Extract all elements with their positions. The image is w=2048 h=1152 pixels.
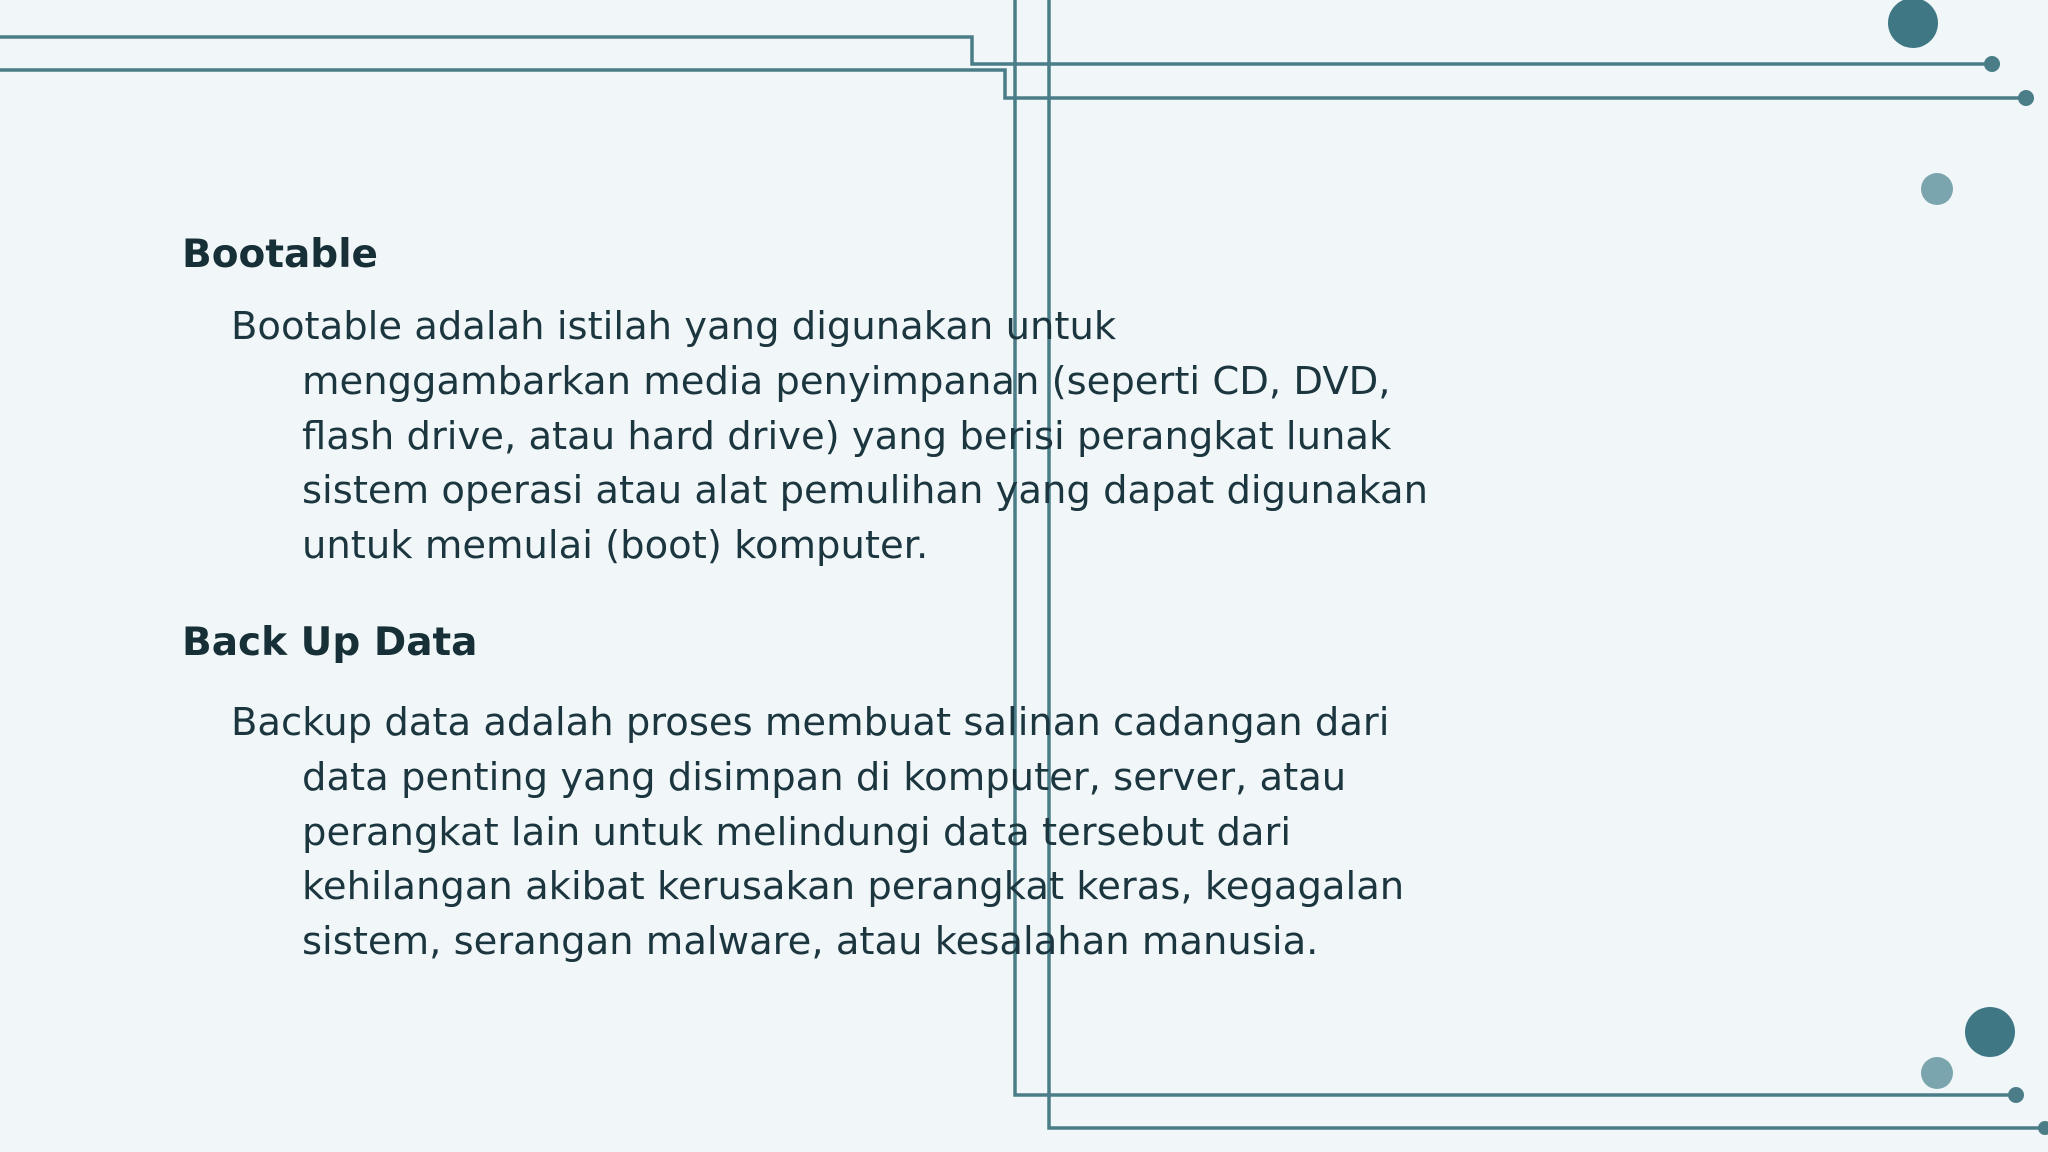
section-heading-bootable: Bootable	[182, 232, 379, 277]
circuit-line-top-1	[0, 37, 1990, 64]
decorative-dot-large	[1965, 1007, 2015, 1057]
circuit-line-top-2	[0, 70, 2025, 98]
section-heading-backup: Back Up Data	[182, 620, 478, 665]
circuit-node-dot	[2038, 1121, 2048, 1135]
circuit-node-dot	[2008, 1087, 2024, 1103]
section-body-bootable: Bootable adalah istilah yang digunakan untuk menggambarkan media penyimpanan (seperti CD, DVD, flash drive, atau hard drive) yang berisi perangkat lunak sistem operasi atau alat pemulihan yang dapat digunakan untuk memulai (boot) komputer.	[231, 304, 1429, 569]
decorative-dot-small	[1921, 1057, 1953, 1089]
circuit-node-dot	[2018, 90, 2034, 106]
decorative-dot-large	[1888, 0, 1938, 48]
decorative-dot-small	[1921, 173, 1953, 205]
section-body-backup: Backup data adalah proses membuat salinan cadangan dari data penting yang disimpan di komputer, server, atau perangkat lain untuk melindungi data tersebut dari kehilangan akibat kerusakan perangkat keras, kegagalan sistem, serangan malware, atau kesalahan manusia.	[231, 700, 1405, 965]
circuit-node-dot	[1984, 56, 2000, 72]
